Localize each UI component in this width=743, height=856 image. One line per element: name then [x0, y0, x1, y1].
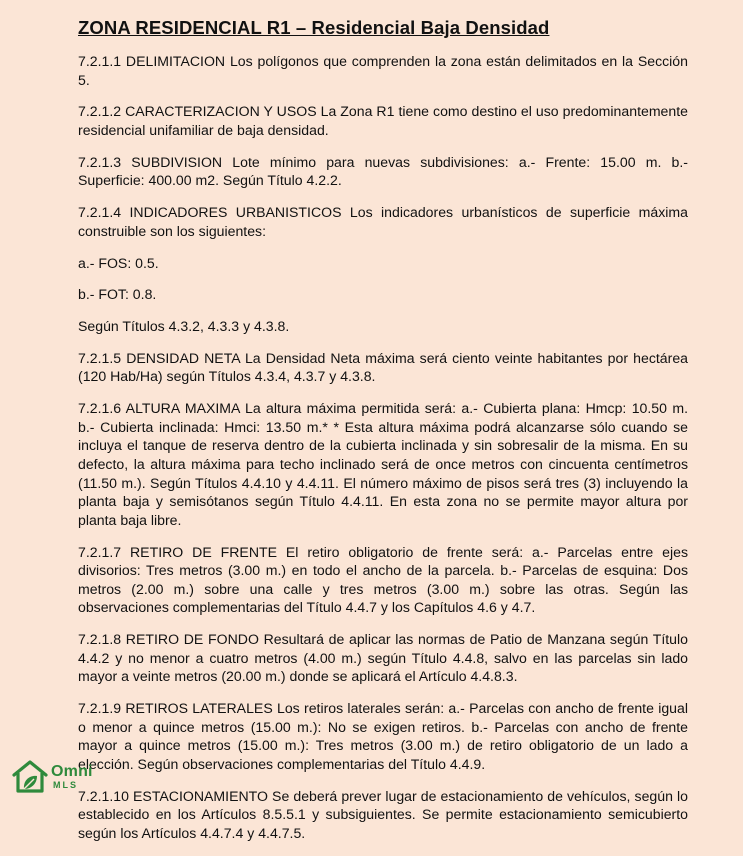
paragraph-estacionamiento: 7.2.1.10 ESTACIONAMIENTO Se deberá prever lugar de estacionamiento de vehículos, según lo establecido en los Artículos 8.5.5.1 y subsiguientes. Se permite estacionamiento semicubierto según los Artículos 4.4.7.4 y 4.4.7.5. [78, 787, 688, 841]
paragraph-retiro-frente: 7.2.1.7 RETIRO DE FRENTE El retiro obligatorio de frente será: a.- Parcelas entre ejes divisorios: Tres metros (3.00 m.) en todo el ancho de la parcela. b.- Parcelas de esquina: Dos metros (2.00 m.) sobre una calle y tres metros (3.00 m.) sobre las otras. Según las observaciones complementarias del Título 4.4.7 y los Capítulos 4.6 y 4.7. [78, 543, 688, 616]
watermark-sub: MLS [53, 780, 78, 790]
omni-mls-watermark [10, 758, 110, 798]
paragraph-indicadores-urbanisticos: 7.2.1.4 INDICADORES URBANISTICOS Los indicadores urbanísticos de superficie máxima construible son los siguientes: [78, 204, 688, 239]
paragraph-titulos-indicadores: Según Títulos 4.3.2, 4.3.3 y 4.3.8. [78, 318, 290, 335]
house-leaf-icon [10, 758, 50, 794]
page-title: ZONA RESIDENCIAL R1 – Residencial Baja Densidad [78, 17, 550, 38]
paragraph-fot: b.- FOT: 0.8. [78, 286, 157, 303]
paragraph-caracterizacion-usos: 7.2.1.2 CARACTERIZACION Y USOS La Zona R1 tiene como destino el uso predominantemente residencial unifamiliar de baja densidad. [78, 103, 688, 138]
watermark-brand: Omni [51, 763, 93, 780]
paragraph-delimitacion: 7.2.1.1 DELIMITACION Los polígonos que comprenden la zona están delimitados en la Sección 5. [78, 53, 688, 88]
paragraph-retiro-fondo: 7.2.1.8 RETIRO DE FONDO Resultará de aplicar las normas de Patio de Manzana según Título 4.4.2 y no menor a cuatro metros (4.00 m.) según Título 4.4.8, salvo en las parcelas sin lado mayor a veinte metros (20.00 m.) donde se aplicará el Artículo 4.4.8.3. [78, 631, 688, 685]
document-body [78, 52, 688, 856]
paragraph-fos: a.- FOS: 0.5. [78, 254, 159, 271]
paragraph-altura-maxima: 7.2.1.6 ALTURA MAXIMA La altura máxima permitida será: a.- Cubierta plana: Hmcp: 10.50 m. b.- Cubierta inclinada: Hmci: 13.50 m.* * Esta altura máxima podrá alcanzarse sólo cuando se incluya el tanque de reserva dentro de la cubierta inclinada y sin sobresalir de la misma. En su defecto, la altura máxima para techo inclinado será de once metros con cincuenta centímetros (11.50 m.). Según Títulos 4.4.10 y 4.4.11. El número máximo de pisos será tres (3) incluyendo la planta baja y semisótanos según Título 4.4.11. En esta zona no se permite mayor altura por planta baja libre. [78, 400, 688, 528]
paragraph-retiros-laterales: 7.2.1.9 RETIROS LATERALES Los retiros laterales serán: a.- Parcelas con ancho de frente igual o menor a quince metros (15.00 m.): No se exigen retiros. b.- Parcelas con ancho de frente mayor a quince metros (15.00 m.): Tres metros (3.00 m.) de retiro obligatorio de un lado a elección. Según observaciones complementarias del Título 4.4.9. [78, 700, 688, 772]
paragraph-subdivision: 7.2.1.3 SUBDIVISION Lote mínimo para nuevas subdivisiones: a.- Frente: 15.00 m. b.- Superficie: 400.00 m2. Según Título 4.2.2. [78, 153, 688, 189]
paragraph-densidad-neta: 7.2.1.5 DENSIDAD NETA La Densidad Neta máxima será ciento veinte habitantes por hectárea (120 Hab/Ha) según Títulos 4.3.4, 4.3.7 y 4.3.8. [78, 349, 688, 385]
